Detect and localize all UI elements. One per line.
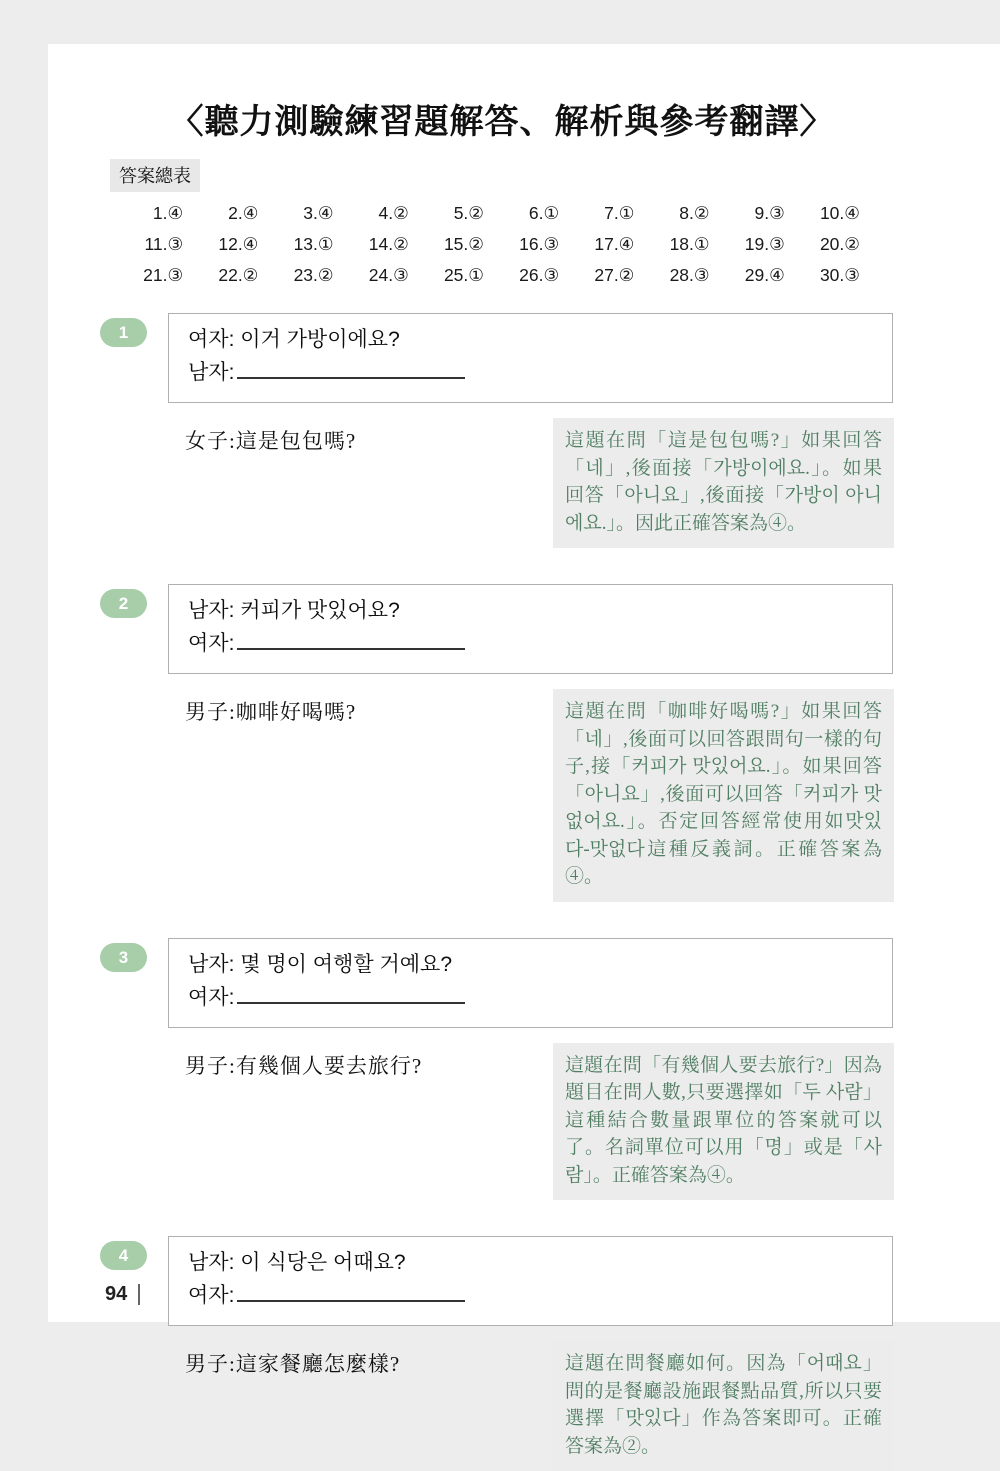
dialogue-answer-speaker: 여자: xyxy=(188,1284,235,1307)
answer-cell: 14.② xyxy=(368,234,409,254)
answer-blank-line xyxy=(237,1280,465,1302)
translation-text: 男子:咖啡好喝嗎? xyxy=(185,700,357,724)
question-block-3 xyxy=(108,938,956,1201)
answer-blank-line xyxy=(237,982,465,1004)
dialogue-question-line: 남자: 몇 명이 여행할 거예요? xyxy=(188,952,452,976)
translation-explanation-row xyxy=(108,689,956,902)
dialogue-question-line: 남자: 이 식당은 어때요? xyxy=(188,1251,406,1274)
question-block-2 xyxy=(108,584,956,902)
answer-cell: 18.① xyxy=(669,234,710,254)
answer-cell: 3.④ xyxy=(303,203,334,223)
page-content xyxy=(48,44,1000,1471)
answer-cell: 11.③ xyxy=(144,234,184,254)
explanation-box: 這題在問「咖啡好喝嗎?」如果回答「네」,後面可以回答跟問句一樣的句子,接「커피가 맛있어요.」。如果回答「아니요」,後面可以回答「커피가 맛없어요.」。否定回答經常使用如맛있다-맛없다這種反義詞。正確答案為④。 xyxy=(553,689,894,902)
question-number-badge: 2 xyxy=(100,589,147,618)
translation-text: 男子:這家餐廳怎麼樣? xyxy=(185,1352,401,1376)
answer-cell: 23.② xyxy=(293,265,334,285)
answer-cell: 24.③ xyxy=(368,265,409,285)
translation-text: 女子:這是包包嗎? xyxy=(185,429,357,453)
question-block-1 xyxy=(108,313,956,548)
answer-cell: 10.④ xyxy=(819,203,860,223)
answer-cell: 27.② xyxy=(594,265,635,285)
answer-cell: 22.② xyxy=(218,265,259,285)
dialogue-answer-speaker: 여자: xyxy=(188,632,235,655)
dialogue-answer-speaker: 남자: xyxy=(188,361,235,384)
answer-cell: 28.③ xyxy=(669,265,710,285)
dialogue-answer-speaker: 여자: xyxy=(188,985,235,1009)
answer-cell: 15.② xyxy=(443,234,484,254)
answer-cell: 30.③ xyxy=(819,265,860,285)
dialogue-box xyxy=(168,584,893,674)
answer-cell: 21.③ xyxy=(143,265,184,285)
translation-explanation-row xyxy=(108,1043,956,1201)
explanation-box: 這題在問餐廳如何。因為「어때요」問的是餐廳設施跟餐點品質,所以只要選擇「맛있다」作為答案即可。正確答案為②。 xyxy=(553,1341,894,1471)
answer-cell: 19.③ xyxy=(744,234,785,254)
answer-cell: 5.② xyxy=(453,203,484,223)
page-title: 〈聽力測驗練習題解答、解析與參考翻譯〉 xyxy=(169,103,835,141)
question-number-badge: 1 xyxy=(100,318,147,347)
translation-text: 男子:有幾個人要去旅行? xyxy=(185,1053,423,1078)
answer-cell: 16.③ xyxy=(519,234,560,254)
dialogue-question-line: 남자: 커피가 맛있어요? xyxy=(188,599,400,622)
answer-cell: 29.④ xyxy=(744,265,785,285)
answer-cell: 12.④ xyxy=(218,234,259,254)
translation-explanation-row xyxy=(108,418,956,548)
dialogue-question-line: 여자: 이거 가방이에요? xyxy=(188,328,400,351)
answer-cell: 17.④ xyxy=(594,234,635,254)
dialogue-box xyxy=(168,938,893,1028)
dialogue-answer-line xyxy=(188,627,882,660)
page-number: 94 xyxy=(105,1283,128,1305)
answer-blank-line xyxy=(237,357,465,379)
dialogue-answer-line xyxy=(188,356,882,389)
answer-cell: 7.① xyxy=(604,203,635,223)
answer-cell: 8.② xyxy=(679,203,710,223)
question-number-badge: 3 xyxy=(100,943,147,972)
dialogue-answer-line xyxy=(188,1279,882,1312)
dialogue-box xyxy=(168,313,893,403)
answer-cell: 25.① xyxy=(443,265,484,285)
footer-divider xyxy=(138,1284,140,1305)
explanation-box: 這題在問「有幾個人要去旅行?」因為題目在問人數,只要選擇如「두 사람」這種結合數量跟單位的答案就可以了。名詞單位可以用「명」或是「사람」。正確答案為④。 xyxy=(553,1043,894,1201)
book-page xyxy=(48,44,1000,1457)
answer-summary-table xyxy=(108,198,860,291)
dialogue-box xyxy=(168,1236,893,1326)
answer-cell: 20.② xyxy=(819,234,860,254)
answer-table-label: 答案總表 xyxy=(110,159,200,192)
answer-cell: 13.① xyxy=(293,234,334,254)
answer-cell: 6.① xyxy=(528,203,560,223)
answer-cell: 2.④ xyxy=(228,203,259,223)
question-number-badge: 4 xyxy=(100,1241,147,1270)
question-block-4 xyxy=(108,1236,956,1471)
answer-cell: 4.② xyxy=(378,203,409,223)
answer-cell: 1.④ xyxy=(152,203,184,223)
translation-explanation-row xyxy=(108,1341,956,1471)
dialogue-answer-line xyxy=(188,981,882,1014)
answer-cell: 26.③ xyxy=(519,265,560,285)
answer-blank-line xyxy=(237,628,465,650)
page-footer xyxy=(105,1283,140,1306)
answer-cell: 9.③ xyxy=(754,203,785,223)
explanation-box: 這題在問「這是包包嗎?」如果回答「네」,後面接「가방이에요.」。如果回答「아니요」,後面接「가방이 아니에요.」。因此正確答案為④。 xyxy=(553,418,894,548)
